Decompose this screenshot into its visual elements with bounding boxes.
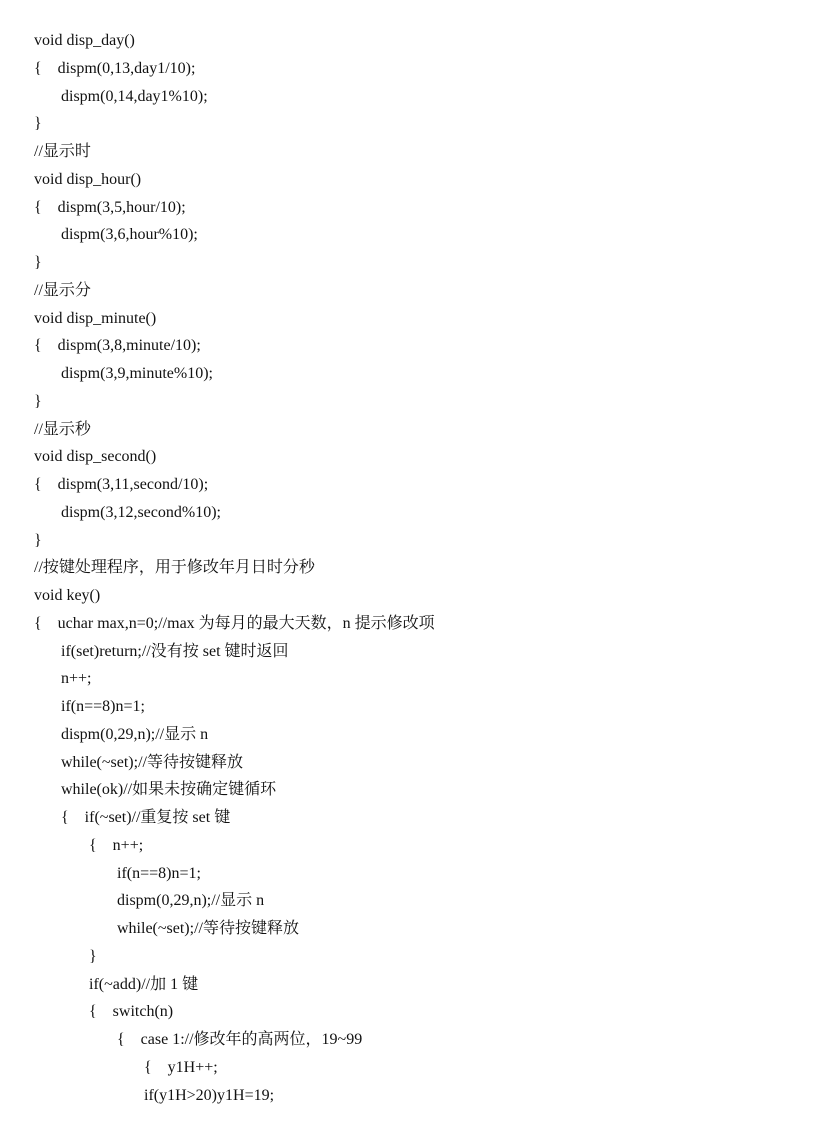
code-line: { y1H++; bbox=[144, 1058, 218, 1076]
code-line: void disp_hour() bbox=[34, 170, 142, 188]
code-line: dispm(3,9,minute%10); bbox=[61, 365, 213, 382]
code-listing bbox=[34, 27, 814, 1109]
code-line: dispm(0,29,n);//显示 n bbox=[117, 892, 265, 910]
code-line: dispm(0,29,n);//显示 n bbox=[61, 725, 209, 743]
code-line: { n++; bbox=[89, 836, 144, 854]
code-line: void disp_day() bbox=[34, 32, 135, 49]
code-comment: //显示时 bbox=[34, 143, 91, 160]
code-line: { uchar max,n=0;//max 为每月的最大天数，n 提示修改项 bbox=[34, 614, 435, 632]
code-line: } bbox=[89, 947, 97, 965]
code-line: { dispm(3,11,second/10); bbox=[34, 476, 209, 493]
code-line: void disp_second() bbox=[34, 448, 157, 466]
code-line: void disp_minute() bbox=[34, 309, 157, 327]
code-comment: //显示分 bbox=[34, 281, 91, 299]
code-line: while(ok)//如果未按确定键循环 bbox=[61, 781, 277, 799]
code-line: dispm(3,6,hour%10); bbox=[61, 226, 198, 244]
code-line: n++; bbox=[61, 670, 92, 688]
code-line: dispm(0,14,day1%10); bbox=[61, 87, 208, 105]
code-line: void key() bbox=[34, 587, 101, 604]
code-line: } bbox=[34, 115, 42, 133]
code-line: while(~set);//等待按键释放 bbox=[117, 920, 299, 937]
code-line: { switch(n) bbox=[89, 1003, 174, 1021]
code-line: if(y1H>20)y1H=19; bbox=[144, 1086, 275, 1104]
code-line: { dispm(3,5,hour/10); bbox=[34, 198, 186, 216]
code-line: { if(~set)//重复按 set 键 bbox=[61, 809, 231, 826]
code-line: } bbox=[34, 254, 42, 271]
code-line: if(set)return;//没有按 set 键时返回 bbox=[61, 642, 289, 660]
code-line: while(~set);//等待按键释放 bbox=[61, 753, 243, 771]
code-line: dispm(3,12,second%10); bbox=[61, 503, 221, 521]
code-line: { dispm(0,13,day1/10); bbox=[34, 59, 196, 77]
code-line: { dispm(3,8,minute/10); bbox=[34, 337, 201, 355]
code-comment: //按键处理程序，用于修改年月日时分秒 bbox=[34, 559, 315, 577]
code-line: if(n==8)n=1; bbox=[61, 698, 145, 715]
code-line: if(~add)//加 1 键 bbox=[89, 975, 199, 993]
code-line: } bbox=[34, 531, 42, 549]
code-line: { case 1://修改年的高两位，19~99 bbox=[117, 1031, 363, 1048]
code-line: if(n==8)n=1; bbox=[117, 864, 201, 882]
code-line: } bbox=[34, 392, 42, 410]
code-comment: //显示秒 bbox=[34, 420, 91, 438]
